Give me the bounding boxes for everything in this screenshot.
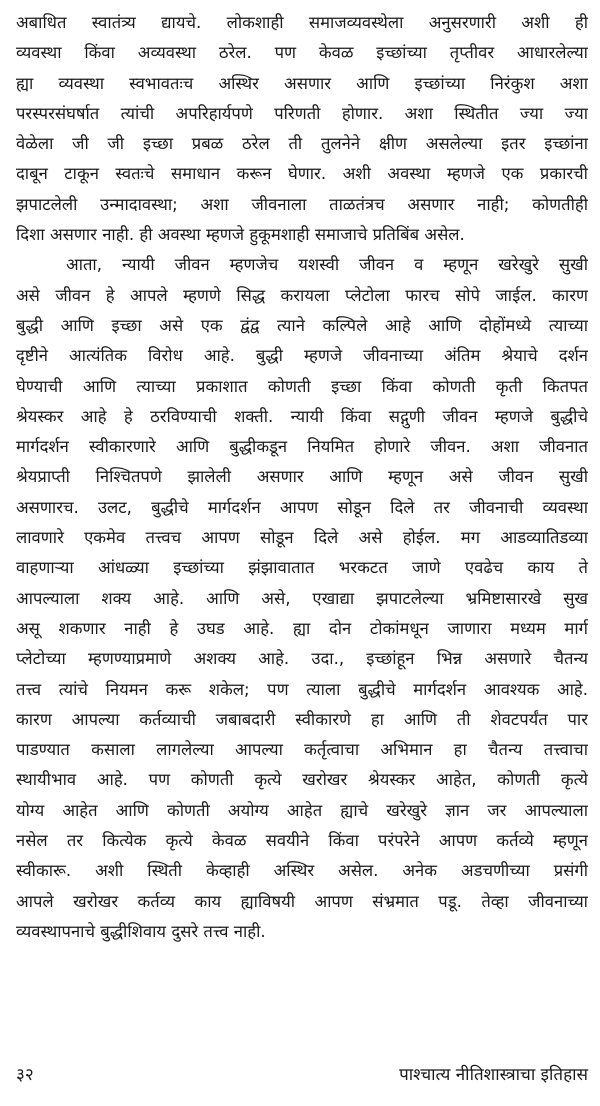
text-line: असू शकणार नाही हे उघड आहे. ह्या दोन टोकांमधून जाणारा मध्यम मार्ग [16,618,588,638]
text-line: व्यवस्था किंवा अव्यवस्था ठरेल. पण केवळ इच्छांच्या तृप्तीवर आधारलेल्या [16,43,588,63]
running-title: पाश्चात्य नीतिशास्त्राचा इतिहास [399,1065,588,1085]
text-line: तत्त्व त्यांचे नियमन करू शकेल; पण त्याला बुद्धीचे मार्गदर्शन आवश्यक आहे. [16,679,588,699]
text-line: घेण्याची आणि त्याच्या प्रकाशात कोणती इच्छा किंवा कोणती कृती कितपत [16,376,588,396]
text-line: व्यवस्थापनाचे बुद्धीशिवाय दुसरे तत्त्व नाही. [16,921,266,941]
text-line: योग्य आहेत आणि कोणती अयोग्य आहेत ह्याचे खरेखुरे ज्ञान जर आपल्याला [16,800,588,820]
text-line: वेळेला जी जी इच्छा प्रबळ ठरेल ती तुलनेने क्षीण असलेल्या इतर इच्छांना [16,134,588,154]
text-line: आपले खरोखर कर्तव्य काय ह्याविषयी आपण संभ्रमात पडू. तेव्हा जीवनाच्या [16,891,588,911]
text-line: अबाधित स्वातंत्र्य द्यायचे. लोकशाही समाजव्यवस्थेला अनुसरणारी अशी ही [16,13,588,32]
text-line: आता, न्यायी जीवन म्हणजेच यशस्वी जीवन व म्हणून खरेखुरे सुखी [66,255,588,275]
body-text [16,8,588,947]
text-line: लावणारे एकमेव तत्त्वच आपण सोडून दिले असे होईल. मग आडव्यातिडव्या [16,528,588,548]
text-line: स्वीकारू. अशी स्थिती केव्हाही अस्थिर असेल. अनेक अडचणीच्या प्रसंगी [16,861,588,881]
text-line: नसेल तर कित्येक कृत्ये केवळ सवयीने किंवा परंपरेने आपण कर्तव्ये म्हणून [16,831,588,851]
text-line: आपल्याला शक्य आहे. आणि असे, एखाद्या झपाटलेल्या भ्रमिष्टासारखे सुख [16,588,588,608]
text-line: दृष्टीने आत्यंतिक विरोध आहे. बुद्धी म्हणजे जीवनाच्या अंतिम श्रेयाचे दर्शन [16,346,588,366]
text-line: दिशा असणार नाही. ही अवस्था म्हणजे हुकूमशाही समाजाचे प्रतिबिंब असेल. [16,225,465,245]
text-line: असणारच. उलट, बुद्धीचे मार्गदर्शन आपण सोडून दिले तर जीवनाची व्यवस्था [16,497,588,517]
text-line: पाडण्यात कसाला लागलेल्या आपल्या कर्तृत्वाचा अभिमान हा चैतन्य तत्त्वाचा [16,740,588,760]
page-footer [16,1059,588,1091]
text-line: परस्परसंघर्षात त्यांची अपरिहार्यपणे परिणती होणार. अशा स्थितीत ज्या ज्या [16,103,588,123]
text-line: श्रेयप्राप्ती निश्चितपणे झालेली असणार आणि म्हणून असे जीवन सुखी [16,467,588,487]
text-line: ह्या व्यवस्था स्वभावतःच अस्थिर असणार आणि इच्छांच्या निरंकुश अशा [16,73,588,93]
paragraph [16,8,588,250]
page-number: ३२ [16,1065,34,1085]
text-line: झपाटलेली उन्मादावस्था; अशा जीवनाला ताळतंत्रच असणार नाही; कोणतीही [16,194,588,214]
text-line: असे जीवन हे आपले म्हणणे सिद्ध करायला प्लेटोला फारच सोपे जाईल. कारण [16,285,588,305]
text-line: मार्गदर्शन स्वीकारणारे आणि बुद्धीकडून नियमित होणारे जीवन. अशा जीवनात [16,437,588,457]
text-line: श्रेयस्कर आहे हे ठरविण्याची शक्ती. न्यायी किंवा सद्गुणी जीवन म्हणजे बुद्धीचे [16,406,588,426]
text-line: वाहणाऱ्या आंधळ्या इच्छांच्या झंझावातात भरकटत जाणे एवढेच काय ते [16,558,588,578]
text-line: बुद्धी आणि इच्छा असे एक द्वंद्व त्याने कल्पिले आहे आणि दोहोंमध्ये त्याच्या [16,315,588,335]
paragraph [16,250,588,947]
text-line: प्लेटोच्या म्हणण्याप्रमाणे अशक्य आहे. उदा., इच्छांहून भिन्न असणारे चैतन्य [16,649,588,669]
text-line: स्थायीभाव आहे. पण कोणती कृत्ये खरोखर श्रेयस्कर आहेत, कोणती कृत्ये [16,770,588,790]
text-line: दाबून टाकून स्वतःचे समाधान करून घेणार. अशी अवस्था म्हणजे एक प्रकारची [16,164,588,184]
text-line: कारण आपल्या कर्तव्याची जबाबदारी स्वीकारणे हा आणि ती शेवटपर्यंत पार [16,709,588,729]
